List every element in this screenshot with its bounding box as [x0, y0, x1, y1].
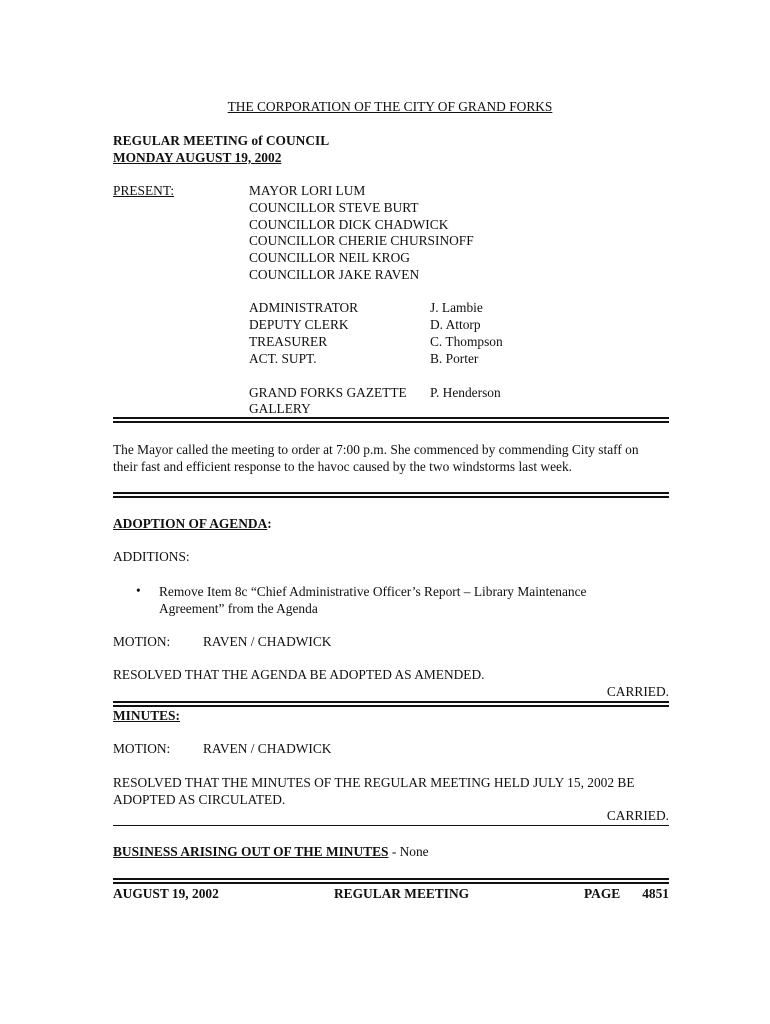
divider: [113, 882, 669, 884]
divider: [113, 825, 669, 826]
motion-label: MOTION:: [113, 741, 171, 756]
footer-date: AUGUST 19, 2002: [113, 886, 219, 901]
divider: [113, 492, 669, 494]
staff-role: ACT. SUPT.: [249, 351, 317, 366]
footer-page-label: PAGE: [584, 886, 621, 901]
divider: [113, 421, 669, 423]
business-suffix: - None: [388, 844, 429, 859]
council-member: COUNCILLOR NEIL KROG: [249, 250, 410, 265]
staff-role: TREASURER: [249, 334, 328, 349]
minutes-heading: MINUTES:: [113, 708, 180, 723]
council-member: COUNCILLOR JAKE RAVEN: [249, 267, 420, 282]
agenda-heading: [113, 516, 272, 533]
minutes-result: CARRIED.: [606, 808, 669, 823]
motion-label: MOTION:: [113, 634, 171, 649]
bullet-text-line: Agreement” from the Agenda: [159, 601, 318, 616]
intro-line: their fast and efficient response to the havoc caused by the two windstorms last week.: [113, 459, 572, 474]
media-name: P. Henderson: [430, 385, 501, 400]
motion-value: RAVEN / CHADWICK: [203, 634, 332, 649]
staff-name: J. Lambie: [430, 300, 483, 315]
footer-meeting: REGULAR MEETING: [334, 886, 470, 901]
staff-name: B. Porter: [430, 351, 479, 366]
minutes-resolution-line: ADOPTED AS CIRCULATED.: [113, 792, 286, 807]
staff-name: D. Attorp: [430, 317, 481, 332]
divider: [113, 496, 669, 498]
council-member: MAYOR LORI LUM: [249, 183, 366, 198]
motion-value: RAVEN / CHADWICK: [203, 741, 332, 756]
minutes-resolution-line: RESOLVED THAT THE MINUTES OF THE REGULAR MEETING HELD JULY 15, 2002 BE: [113, 775, 635, 790]
divider: [113, 417, 669, 419]
divider: [113, 701, 669, 703]
council-member: COUNCILLOR CHERIE CHURSINOFF: [249, 233, 474, 248]
divider: [113, 705, 669, 707]
meeting-type: REGULAR MEETING of COUNCIL: [113, 133, 330, 148]
meeting-date: MONDAY AUGUST 19, 2002: [113, 150, 282, 165]
staff-role: ADMINISTRATOR: [249, 300, 359, 315]
additions-label: ADDITIONS:: [113, 549, 190, 564]
agenda-resolution: RESOLVED THAT THE AGENDA BE ADOPTED AS AMENDED.: [113, 667, 485, 682]
agenda-result: CARRIED.: [606, 684, 669, 699]
agenda-heading-colon: :: [267, 516, 272, 531]
council-member: COUNCILLOR DICK CHADWICK: [249, 217, 449, 232]
agenda-heading-text: ADOPTION OF AGENDA: [113, 516, 268, 531]
divider: [113, 878, 669, 880]
staff-role: DEPUTY CLERK: [249, 317, 349, 332]
business-heading-text: BUSINESS ARISING OUT OF THE MINUTES: [113, 844, 389, 859]
media-role: GRAND FORKS GAZETTE: [249, 385, 407, 400]
footer-page-number: 4851: [642, 886, 669, 901]
media-role: GALLERY: [249, 401, 311, 416]
document-title: THE CORPORATION OF THE CITY OF GRAND FORKS: [227, 99, 553, 114]
staff-name: C. Thompson: [430, 334, 503, 349]
council-member: COUNCILLOR STEVE BURT: [249, 200, 419, 215]
present-label: PRESENT:: [113, 183, 175, 198]
business-heading: [113, 844, 429, 861]
bullet-text-line: Remove Item 8c “Chief Administrative Officer’s Report – Library Maintenance: [159, 584, 587, 599]
bullet-icon: •: [136, 583, 141, 598]
intro-line: The Mayor called the meeting to order at 7:00 p.m. She commenced by commending City staff on: [113, 442, 639, 457]
